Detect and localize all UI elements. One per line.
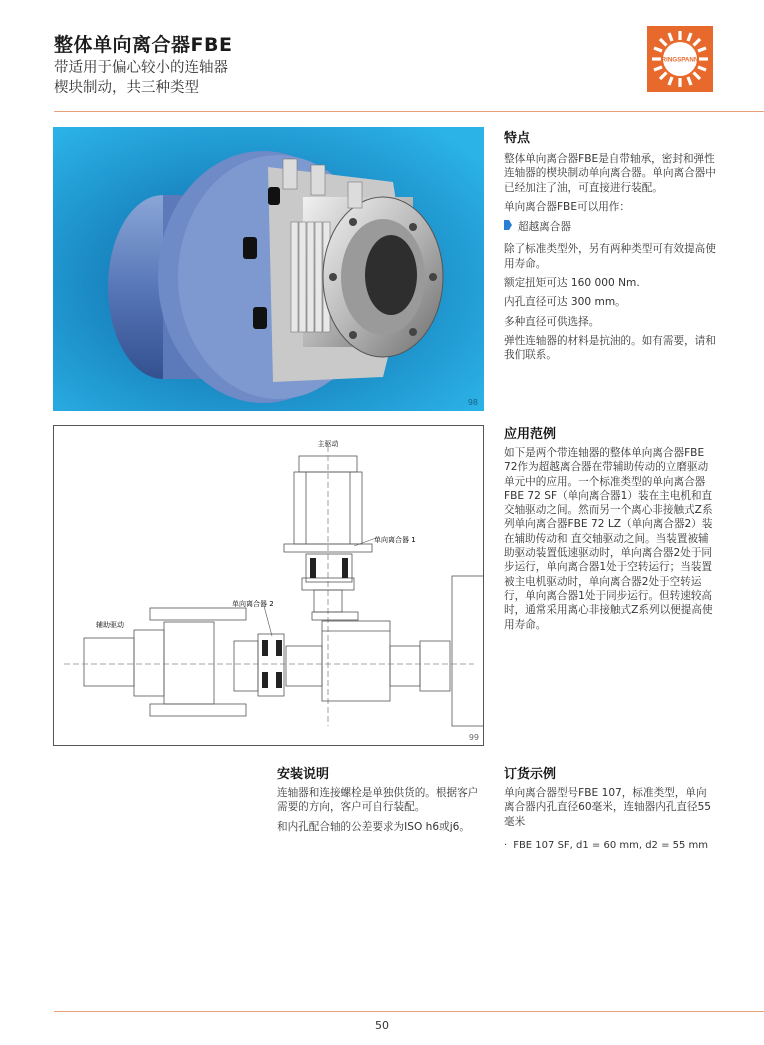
features-usage: 单向离合器FBE可以用作：: [504, 200, 630, 213]
installation-heading: 安装说明: [277, 767, 330, 782]
diagram-figure-number: 99: [468, 733, 479, 742]
features-heading: 特点: [504, 131, 531, 146]
installation-section: [277, 763, 482, 839]
ordering-text: 单向离合器型号FBE 107，标准类型，单向离合器内孔直径60毫米，连轴器内孔直径55毫米: [504, 787, 712, 828]
features-bore: 内孔直径可达 300 mm。: [504, 296, 626, 309]
ringspann-logo: [647, 26, 713, 92]
label-clutch-2: 单向离合器 2: [232, 600, 274, 608]
footer-divider: [54, 1011, 764, 1012]
features-bullet: 超越离合器: [504, 220, 716, 234]
installation-p2: 和内孔配合轴的公差要求为ISO h6或j6。: [277, 820, 471, 833]
application-diagram: [53, 425, 484, 746]
ordering-example: · FBE 107 SF, d1 = 60 mm, d2 = 55 mm: [504, 839, 709, 851]
page-number: 50: [375, 1019, 389, 1032]
page-title: 整体单向离合器FBE: [54, 34, 233, 56]
installation-p1: 连轴器和连接螺栓是单独供货的。根据客户需要的方向，客户可自行装配。: [277, 787, 479, 814]
page-subtitle: [54, 58, 228, 98]
label-main-drive: 主驱动: [317, 440, 339, 448]
features-types: 除了标准类型外，另有两种类型可有效提高使用寿命。: [504, 243, 716, 270]
label-clutch-1: 单向离合器 1: [374, 536, 416, 544]
subtitle-line-2: 楔块制动，共三种类型: [54, 80, 199, 96]
subtitle-line-1: 带适用于偏心较小的连轴器: [54, 60, 228, 76]
features-intro: 整体单向离合器FBE是自带轴承，密封和弹性连轴器的楔块制动单向离合器。单向离合器中已经加注了油，可直接进行装配。: [504, 153, 716, 194]
arrow-bullet-icon: [504, 220, 514, 234]
photo-figure-number: 98: [467, 398, 478, 407]
ordering-section: [504, 763, 716, 858]
application-heading: 应用范例: [504, 427, 557, 442]
application-text: 如下是两个带连轴器的整体单向离合器FBE 72作为超越离合器在带辅助传动的立磨驱动单元中的应用。一个标准类型的单向离合器FBE 72 SF（单向离合器1）装在主电机和直交轴驱动之间。然而另一个离心非接触式Z系列单向离合器FBE 72 LZ（单向离合器2）装在辅助传动和 直交轴驱动之间。当装置被辅助驱动装置低速驱动时，单向离合器2处于同步运行，单向离合器1处于空转运行；当装置被主电机驱动时，单向离合器2处于空转运行，单向离合器1处于同步运行。但转速较高时，通常采用离心非接触式Z系列以便提高使用寿命。: [504, 447, 713, 631]
dot-bullet-icon: ·: [504, 839, 508, 851]
features-material: 弹性连轴器的材料是抗油的。如有需要，请和我们联系。: [504, 334, 716, 362]
header-divider: [54, 111, 764, 112]
label-aux-drive: 辅助驱动: [96, 621, 124, 629]
features-diameters: 多种直径可供选择。: [504, 315, 600, 328]
logo-text: RINGSPANN: [661, 56, 699, 64]
application-section: [504, 423, 716, 632]
ordering-heading: 订货示例: [504, 767, 557, 782]
features-torque: 额定扭矩可达 160 000 Nm.: [504, 277, 640, 290]
product-photo: [53, 127, 484, 411]
features-section: [504, 127, 716, 368]
